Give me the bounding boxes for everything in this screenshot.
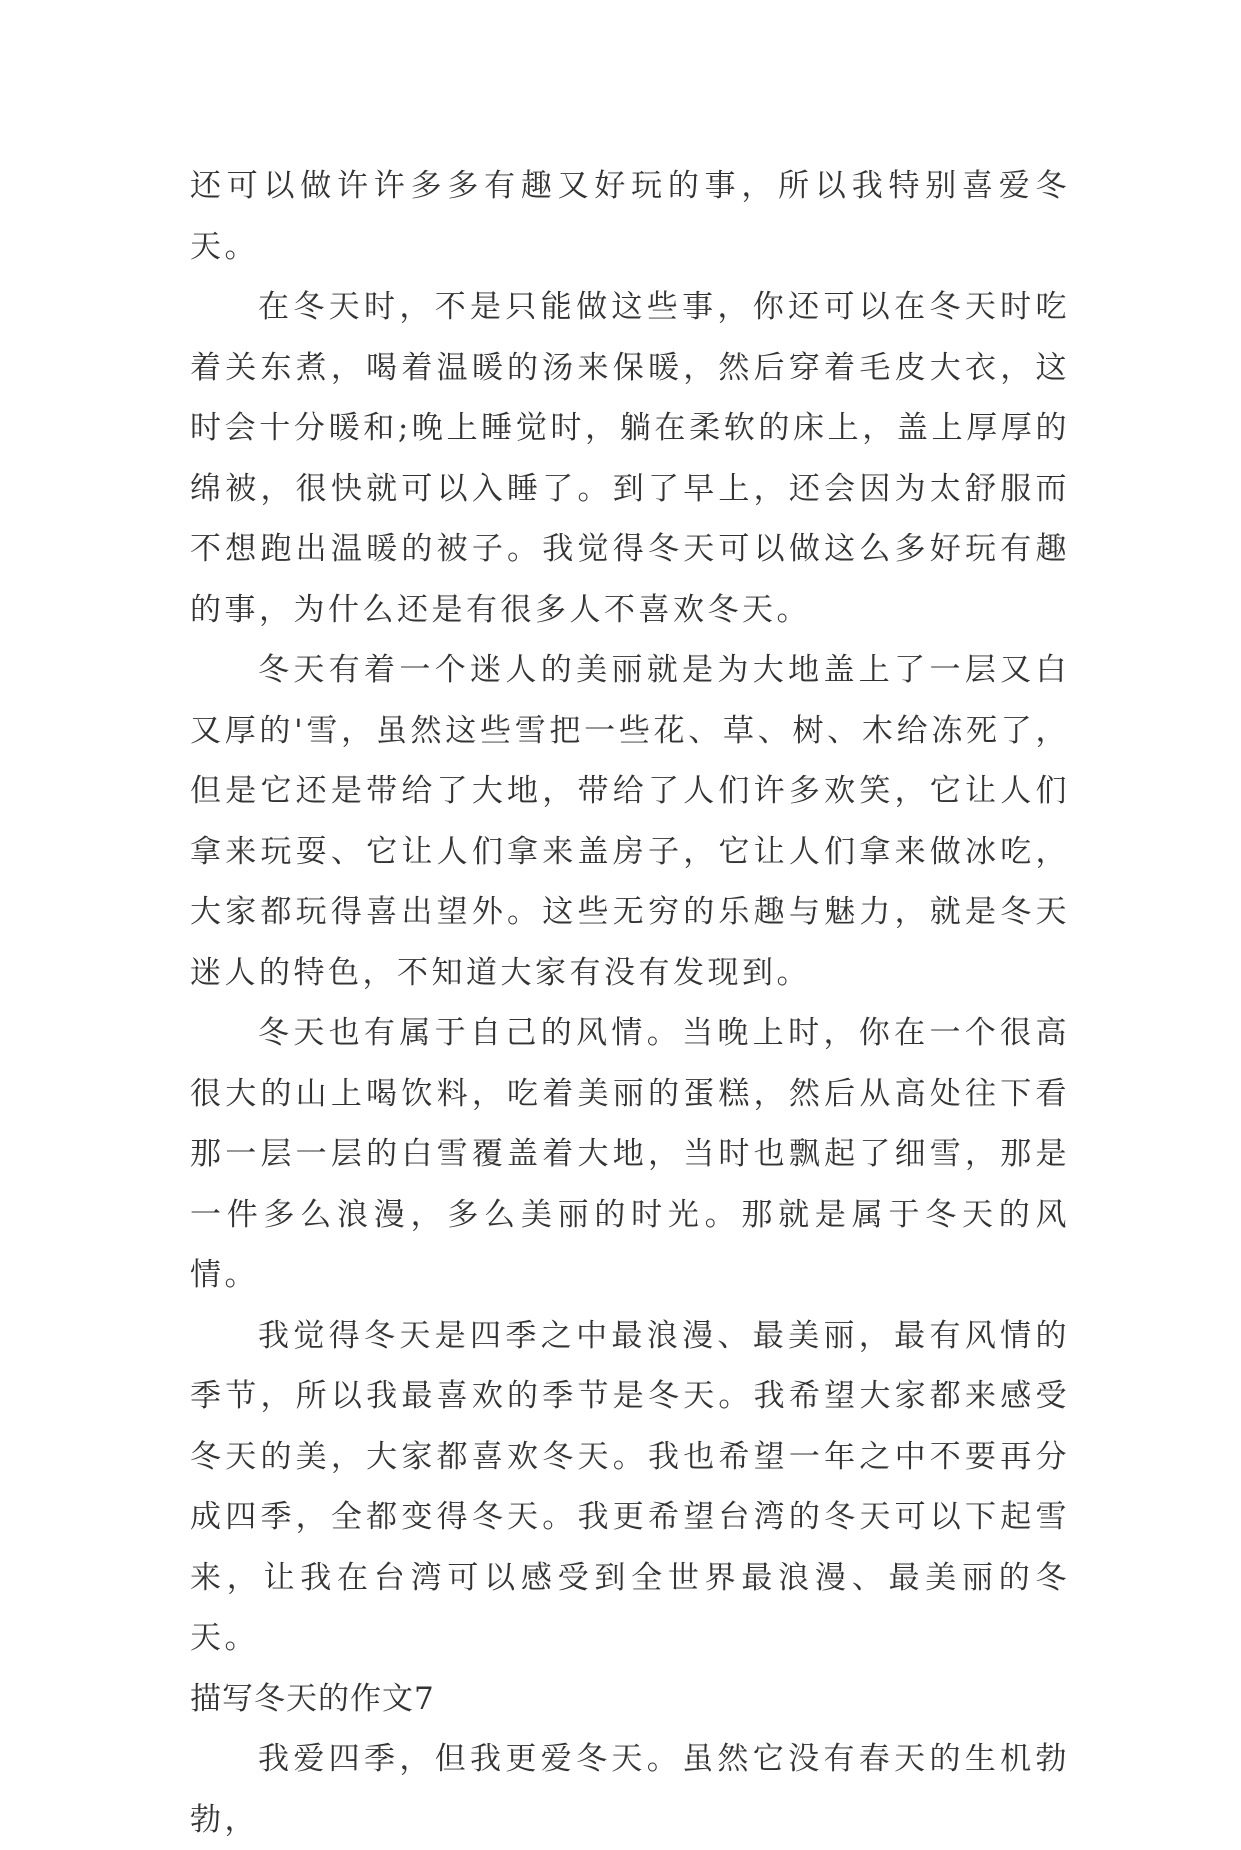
paragraph-continuation: 还可以做许许多多有趣又好玩的事，所以我特别喜爱冬天。 [190, 168, 1070, 265]
paragraph-winter-activities: 在冬天时，不是只能做这些事，你还可以在冬天时吃着关东煮，喝着温暖的汤来保暖，然后穿着毛皮大衣，这时会十分暖和;晚上睡觉时，躺在柔软的床上，盖上厚厚的绵被，很快就可以入睡了。到了早上，还会因为太舒服而不想跑出温暖的被子。我觉得冬天可以做这么多好玩有趣的事，为什么还是有很多人不喜欢冬天。 [190, 289, 1070, 628]
paragraph-winter-charm: 冬天也有属于自己的风情。当晚上时，你在一个很高很大的山上喝饮料，吃着美丽的蛋糕，然后从高处往下看那一层一层的白雪覆盖着大地，当时也飘起了细雪，那是一件多么浪漫，多么美丽的时光。那就是属于冬天的风情。 [190, 1015, 1070, 1293]
paragraph-essay-7-opening: 我爱四季，但我更爱冬天。虽然它没有春天的生机勃勃， [190, 1741, 1070, 1838]
document-body [190, 156, 1070, 1850]
paragraph-winter-wish: 我觉得冬天是四季之中最浪漫、最美丽，最有风情的季节，所以我最喜欢的季节是冬天。我希望大家都来感受冬天的美，大家都喜欢冬天。我也希望一年之中不要再分成四季，全都变得冬天。我更希望台湾的冬天可以下起雪来，让我在台湾可以感受到全世界最浪漫、最美丽的冬天。 [190, 1317, 1070, 1656]
paragraph-winter-snow: 冬天有着一个迷人的美丽就是为大地盖上了一层又白又厚的'雪，虽然这些雪把一些花、草、树、木给冻死了，但是它还是带给了大地，带给了人们许多欢笑，它让人们拿来玩耍、它让人们拿来盖房子，它让人们拿来做冰吃，大家都玩得喜出望外。这些无穷的乐趣与魅力，就是冬天迷人的特色，不知道大家有没有发现到。 [190, 652, 1070, 991]
section-heading: 描写冬天的作文7 [190, 1680, 435, 1717]
